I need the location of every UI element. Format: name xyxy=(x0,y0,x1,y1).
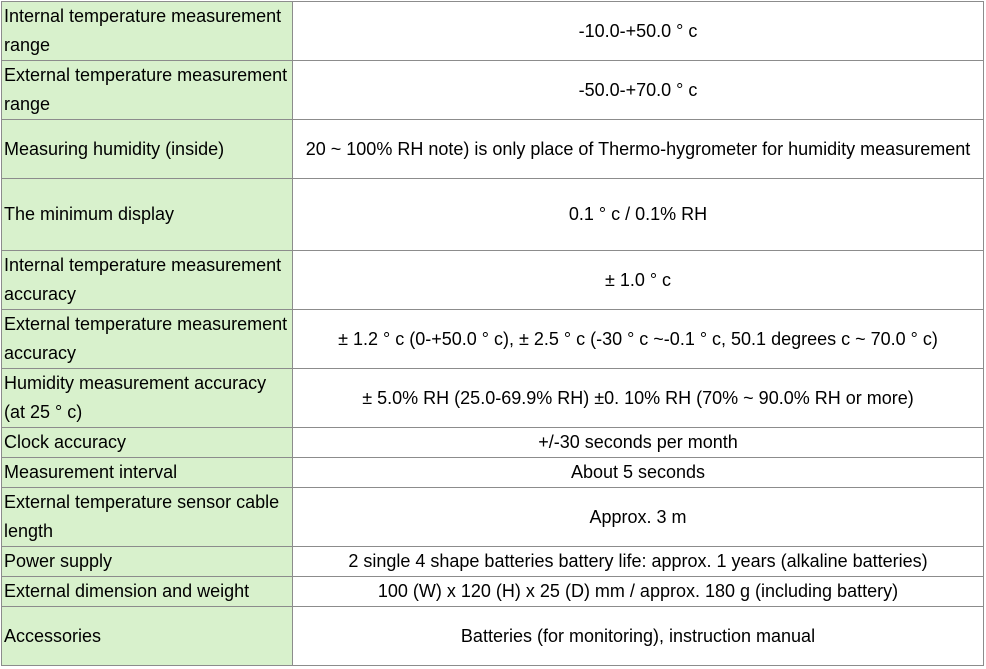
spec-value: -50.0-+70.0 ° c xyxy=(293,61,984,120)
spec-value: -10.0-+50.0 ° c xyxy=(293,2,984,61)
spec-label: The minimum display xyxy=(2,179,293,251)
spec-value: +/-30 seconds per month xyxy=(293,428,984,458)
table-row xyxy=(2,547,984,577)
spec-label: External temperature sensor cable length xyxy=(2,488,293,547)
spec-value: 2 single 4 shape batteries battery life: approx. 1 years (alkaline batteries) xyxy=(293,547,984,577)
spec-label: External temperature measurement accuracy xyxy=(2,310,293,369)
spec-label: Measuring humidity (inside) xyxy=(2,120,293,179)
spec-label: Measurement interval xyxy=(2,458,293,488)
table-row xyxy=(2,428,984,458)
spec-label: Internal temperature measurement accuracy xyxy=(2,251,293,310)
table-row xyxy=(2,607,984,666)
table-row xyxy=(2,120,984,179)
spec-value: Batteries (for monitoring), instruction manual xyxy=(293,607,984,666)
spec-value: 20 ~ 100% RH note) is only place of Thermo-hygrometer for humidity measurement xyxy=(293,120,984,179)
spec-value: Approx. 3 m xyxy=(293,488,984,547)
table-row xyxy=(2,577,984,607)
table-row xyxy=(2,369,984,428)
table-row xyxy=(2,458,984,488)
spec-value: 100 (W) x 120 (H) x 25 (D) mm / approx. 180 g (including battery) xyxy=(293,577,984,607)
spec-label: External temperature measurement range xyxy=(2,61,293,120)
spec-value: 0.1 ° c / 0.1% RH xyxy=(293,179,984,251)
spec-label: Humidity measurement accuracy (at 25 ° c) xyxy=(2,369,293,428)
spec-value: About 5 seconds xyxy=(293,458,984,488)
table-row xyxy=(2,2,984,61)
spec-label: External dimension and weight xyxy=(2,577,293,607)
table-row xyxy=(2,179,984,251)
table-row xyxy=(2,310,984,369)
table-row xyxy=(2,61,984,120)
spec-label: Internal temperature measurement range xyxy=(2,2,293,61)
spec-table xyxy=(1,1,984,666)
table-row xyxy=(2,488,984,547)
spec-value: ± 1.0 ° c xyxy=(293,251,984,310)
spec-label: Clock accuracy xyxy=(2,428,293,458)
spec-value: ± 5.0% RH (25.0-69.9% RH) ±0. 10% RH (70% ~ 90.0% RH or more) xyxy=(293,369,984,428)
table-row xyxy=(2,251,984,310)
spec-label: Power supply xyxy=(2,547,293,577)
spec-value: ± 1.2 ° c (0-+50.0 ° c), ± 2.5 ° c (-30 ° c ~-0.1 ° c, 50.1 degrees c ~ 70.0 ° c) xyxy=(293,310,984,369)
spec-label: Accessories xyxy=(2,607,293,666)
